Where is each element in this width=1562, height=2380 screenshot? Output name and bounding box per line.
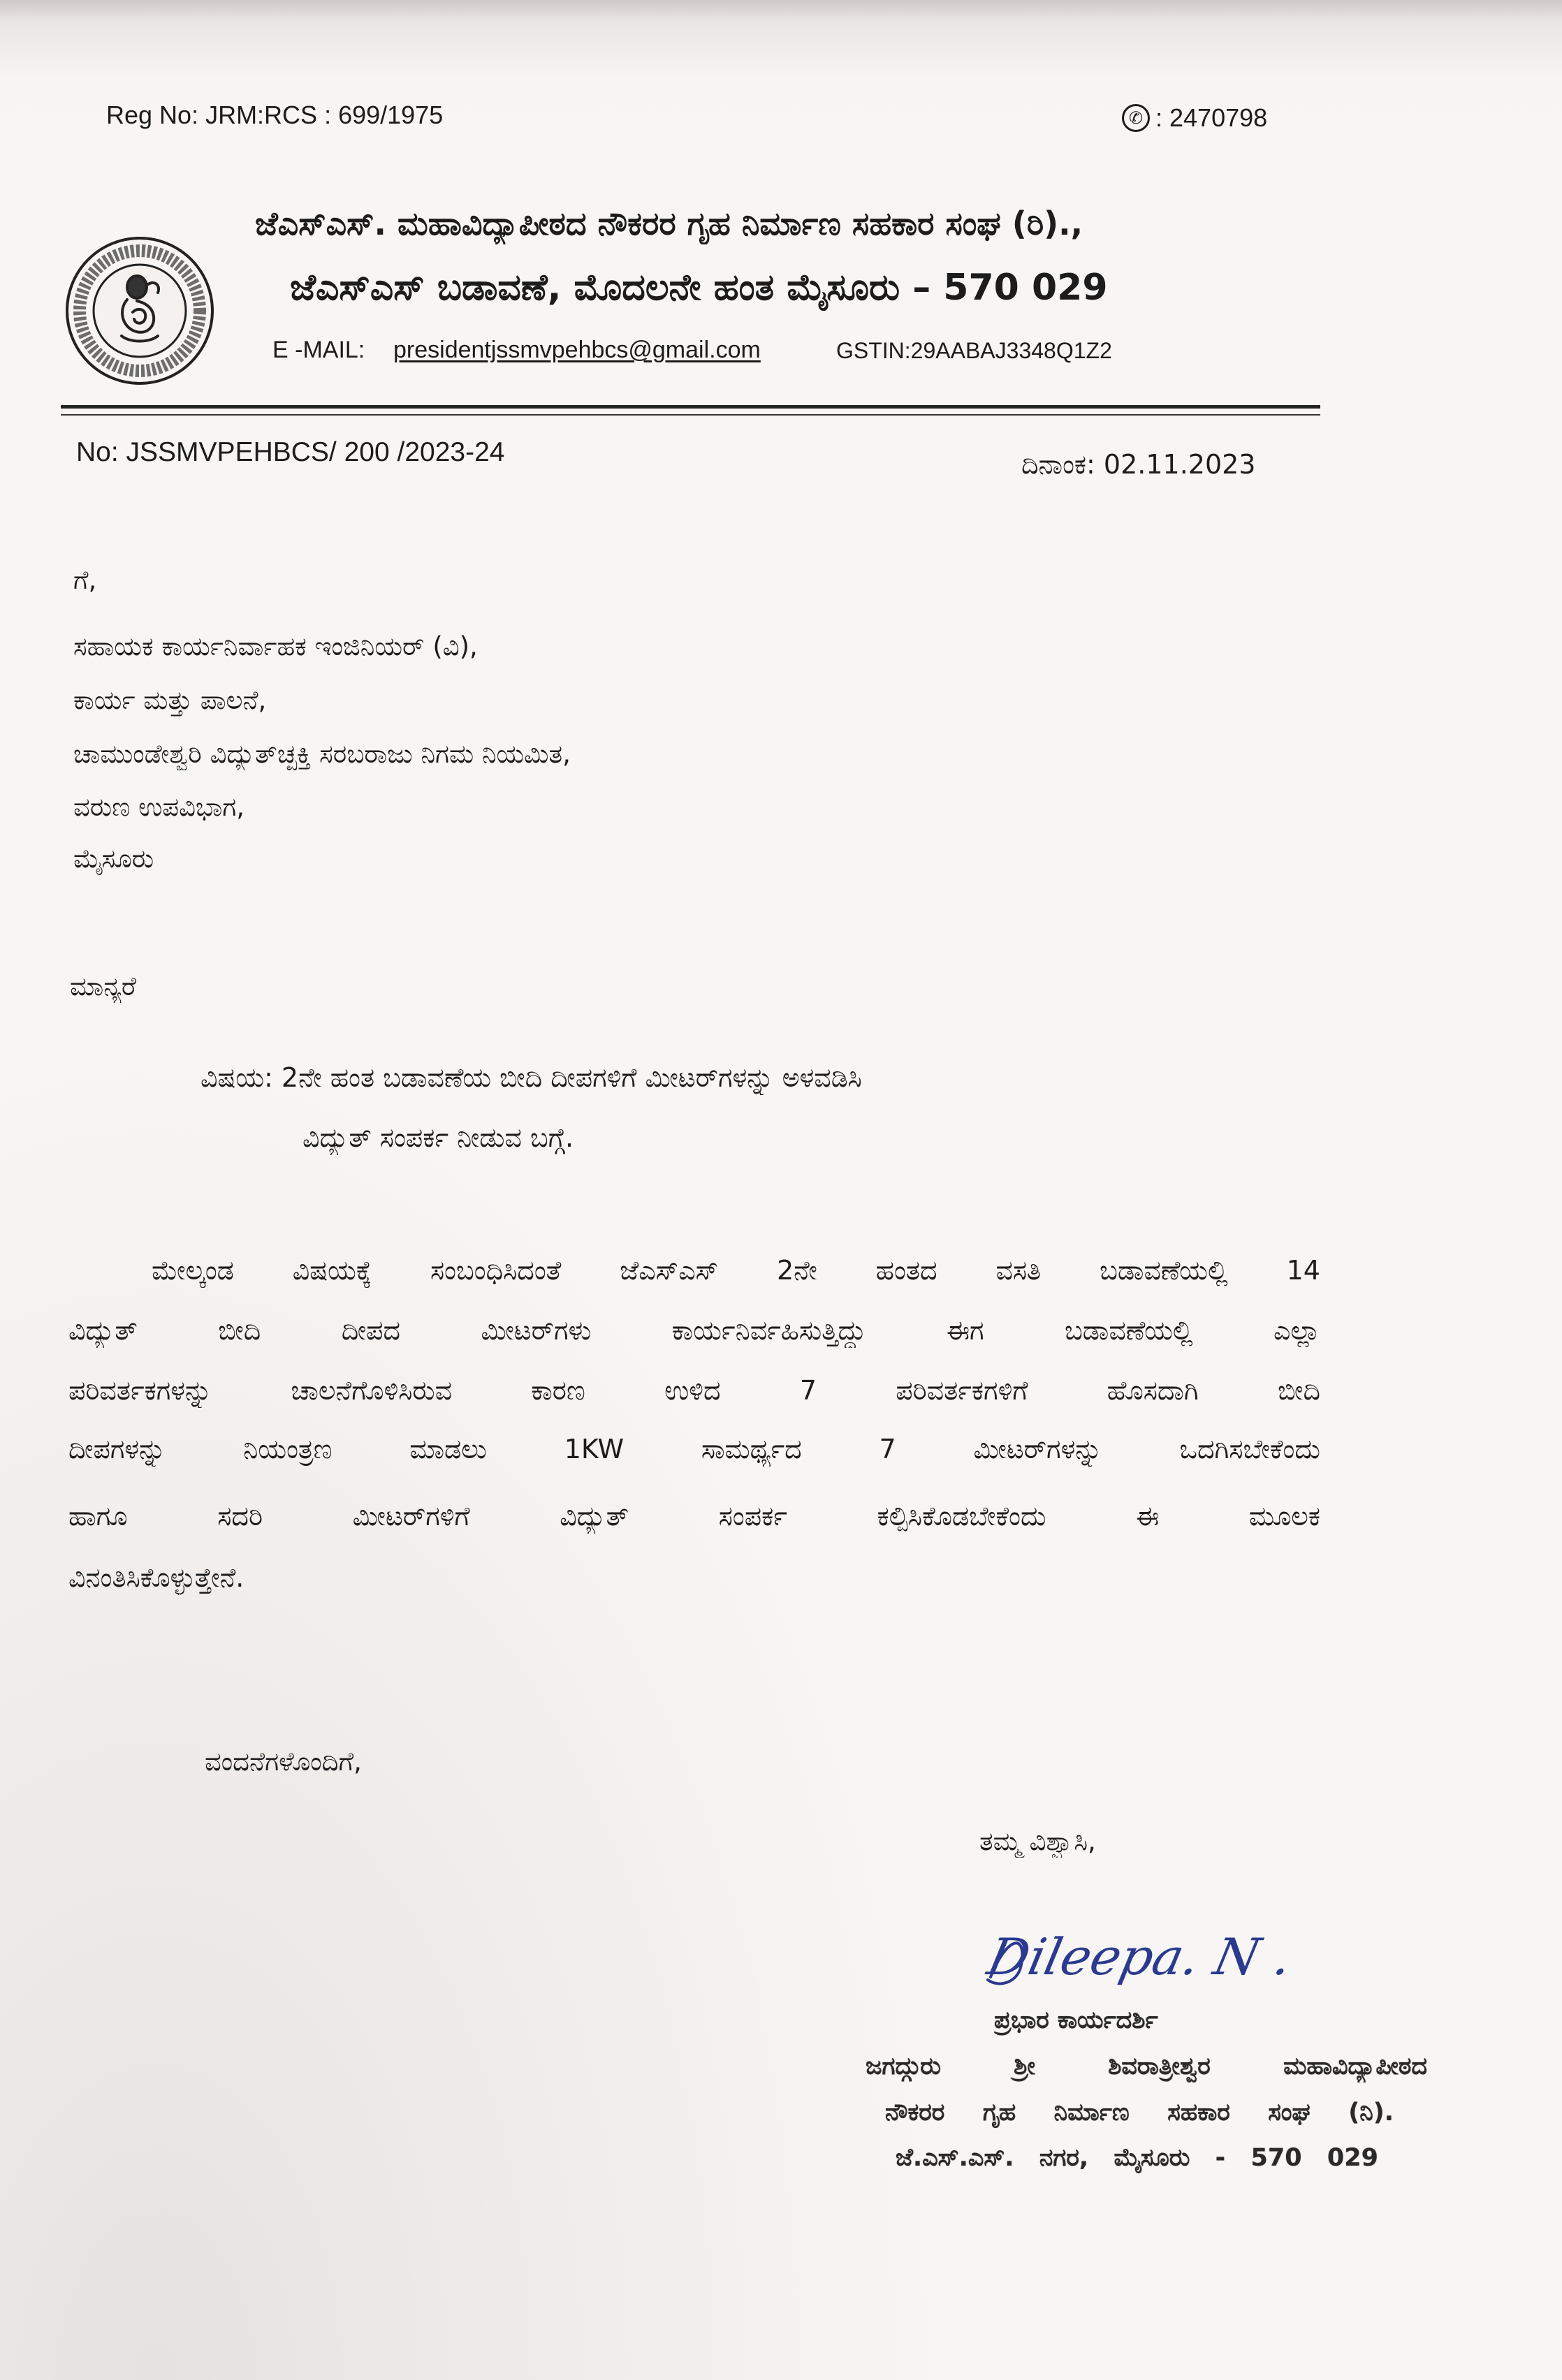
email-address[interactable]: presidentjssmvpehbcs@gmail.com [393,337,761,363]
recipient-line: ಚಾಮುಂಡೇಶ್ವರಿ ವಿದ್ಯುತ್‌ಚ್ಛಕ್ತಿ ಸರಬರಾಜು ನಿಗಮ ನಿಯಮಿತ, [73,739,571,769]
recipient-line: ಮೈಸೂರು [73,844,154,874]
body-line: ದೀಪಗಳನ್ನು ನಿಯಂತ್ರಣ ಮಾಡಲು 1KW ಸಾಮರ್ಥ್ಯದ 7 ಮೀಟರ್‌ಗಳನ್ನು ಒದಗಿಸಬೇಕೆಂದು [68,1434,1320,1464]
recipient-line: ಸಹಾಯಕ ಕಾರ್ಯನಿರ್ವಾಹಕ ಇಂಜಿನಿಯರ್ (ವಿ), [73,631,478,661]
organization-address: ಜೆಎಸ್‌ಎಸ್ ಬಡಾವಣೆ, ಮೊದಲನೇ ಹಂತ ಮೈಸೂರು – 570 029 [290,267,1108,309]
stamp-line: ಜೆ.ಎಸ್.ಎಸ್. ನಗರ, ಮೈಸೂರು - 570 029 [896,2144,1378,2172]
handwritten-signature [978,1910,1320,2001]
body-line: ಪರಿವರ್ತಕಗಳನ್ನು ಚಾಲನೆಗೊಳಿಸಿರುವ ಕಾರಣ ಉಳಿದ 7 ಪರಿವರ್ತಕಗಳಿಗೆ ಹೊಸದಾಗಿ ಬೀದಿ [68,1375,1320,1406]
organization-name: ಜೆಎಸ್‌ಎಸ್. ಮಹಾವಿದ್ಯಾಪೀಠದ ನೌಕರರ ಗೃಹ ನಿರ್ಮಾಣ ಸಹಕಾರ ಸಂಘ (ರಿ)., [255,205,1083,242]
recipient-line: ವರುಣ ಉಪವಿಭಾಗ, [73,792,245,822]
body-line: ಹಾಗೂ ಸದರಿ ಮೀಟರ್‌ಗಳಿಗೆ ವಿದ್ಯುತ್ ಸಂಪರ್ಕ ಕಲ್ಪಿಸಿಕೊಡಬೇಕೆಂದು ಈ ಮೂಲಕ [68,1501,1320,1531]
registration-number: Reg No: JRM:RCS : 699/1975 [106,101,444,129]
sign-off: ತಮ್ಮ ವಿಶ್ವಾಸಿ, [979,1826,1096,1856]
body-line: ವಿನಂತಿಸಿಕೊಳ್ಳುತ್ತೇನೆ. [68,1562,244,1593]
logo-rings [67,238,212,383]
stamp-designation: ಪ್ರಭಾರ ಕಾರ್ಯದರ್ಶಿ [994,2006,1158,2034]
header-divider-thick [61,405,1320,409]
salutation: ಮಾನ್ಯರೆ [70,971,136,1001]
phone-number [1122,102,1331,133]
organization-logo [63,234,217,388]
phone-number-text: : 2470798 [1155,103,1268,132]
phone-icon: ✆ [1122,104,1150,132]
body-line: ವಿದ್ಯುತ್ ಬೀದಿ ದೀಪದ ಮೀಟರ್‌ಗಳು ಕಾರ್ಯನಿರ್ವಹಿಸುತ್ತಿದ್ದು ಈಗ ಬಡಾವಣೆಯಲ್ಲಿ ಎಲ್ಲಾ [68,1315,1320,1346]
signature-text: Dileepa. N . [982,1927,1298,1987]
stamp-line: ಜಗದ್ಗುರು ಶ್ರೀ ಶಿವರಾತ್ರೀಶ್ವರ ಮಹಾವಿದ್ಯಾಪೀಠದ [866,2052,1427,2080]
closing: ವಂದನೆಗಳೊಂದಿಗೆ, [205,1747,362,1777]
reference-number: No: JSSMVPEHBCS/ 200 /2023-24 [76,437,505,467]
subject-line-2: ವಿದ್ಯುತ್ ಸಂಪರ್ಕ ನೀಡುವ ಬಗ್ಗೆ. [302,1122,574,1153]
recipient-line: ಕಾರ್ಯ ಮತ್ತು ಪಾಲನೆ, [73,685,267,715]
gstin-number: GSTIN:29AABAJ3348Q1Z2 [836,338,1112,363]
header-divider-thin [61,414,1320,416]
stamp-line: ನೌಕರರ ಗೃಹ ನಿರ್ಮಾಣ ಸಹಕಾರ ಸಂಘ (ನಿ). [885,2099,1394,2126]
letter-date: ದಿನಾಂಕ: 02.11.2023 [1021,449,1256,480]
body-line: ಮೇಲ್ಕಂಡ ವಿಷಯಕ್ಕೆ ಸಂಬಂಧಿಸಿದಂತೆ ಜೆಎಸ್‌ಎಸ್ 2ನೇ ಹಂತದ ವಸತಿ ಬಡಾವಣೆಯಲ್ಲಿ 14 [152,1255,1320,1286]
recipient-line: ಗೆ, [73,565,97,595]
subject-line-1: ವಿಷಯ: 2ನೇ ಹಂತ ಬಡಾವಣೆಯ ಬೀದಿ ದೀಪಗಳಿಗೆ ಮೀಟರ್‌ಗಳನ್ನು ಅಳವಡಿಸಿ [200,1062,862,1093]
email-label: E -MAIL: [272,337,365,363]
